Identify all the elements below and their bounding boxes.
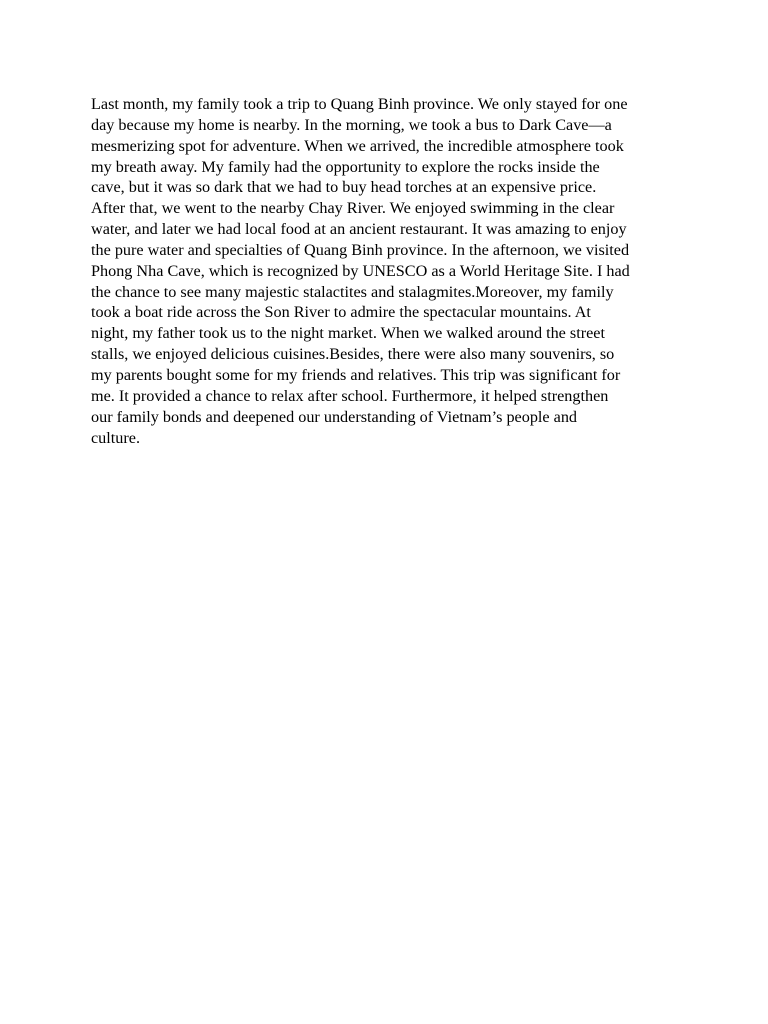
text-line: water, and later we had local food at an ancient restaurant. It was amazing to enjoy: [91, 220, 627, 239]
text-line: my parents bought some for my friends and relatives. This trip was significant for: [91, 365, 621, 384]
text-line: our family bonds and deepened our understanding of Vietnam’s people and: [91, 407, 578, 426]
text-line: night, my father took us to the night market. When we walked around the street: [91, 324, 605, 343]
text-line: stalls, we enjoyed delicious cuisines.Besides, there were also many souvenirs, so: [91, 345, 615, 364]
text-line: culture.: [91, 428, 140, 447]
text-line: the pure water and specialties of Quang Binh province. In the afternoon, we visited: [91, 240, 630, 259]
text-line: day because my home is nearby. In the morning, we took a bus to Dark Cave—a: [91, 115, 612, 134]
body-paragraph: [91, 94, 681, 448]
text-line: my breath away. My family had the opportunity to explore the rocks inside the: [91, 157, 600, 176]
text-line: the chance to see many majestic stalactites and stalagmites.Moreover, my family: [91, 282, 614, 301]
text-line: Phong Nha Cave, which is recognized by UNESCO as a World Heritage Site. I had: [91, 261, 630, 280]
text-line: After that, we went to the nearby Chay River. We enjoyed swimming in the clear: [91, 199, 615, 218]
text-line: Last month, my family took a trip to Quang Binh province. We only stayed for one: [91, 95, 628, 113]
text-line: took a boat ride across the Son River to admire the spectacular mountains. At: [91, 303, 591, 322]
text-line: me. It provided a chance to relax after school. Furthermore, it helped strengthen: [91, 386, 609, 405]
text-line: cave, but it was so dark that we had to buy head torches at an expensive price.: [91, 178, 597, 197]
text-line: mesmerizing spot for adventure. When we arrived, the incredible atmosphere took: [91, 136, 624, 155]
